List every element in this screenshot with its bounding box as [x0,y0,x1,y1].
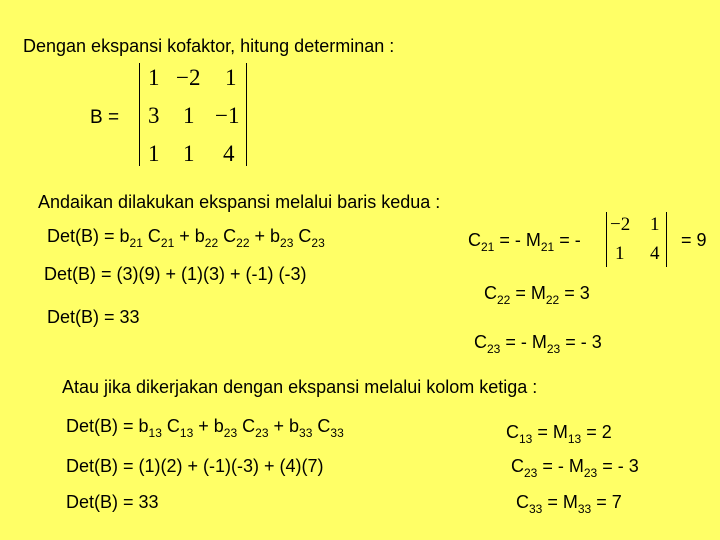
c33-equation: $C_{33} = M_{33} = 7$ [516,492,622,516]
matrix-cell: −1 [215,103,240,128]
c23-equation: $C_{23}$ = - $M_{23}$ = - 3 [474,332,602,356]
c22-equation: $C_{22} = M_{22} = 3$ [484,283,590,307]
matrix-right-bar [246,63,247,166]
c23-col-equation: $C_{23}$ = - $M_{23}$ = - 3 [511,456,639,480]
matrix-cell: 3 [148,103,160,128]
section1-formula: $Det(B) = b_{21}$ $C_{21} + b_{22}$ $C_{22} + b_{23}$ $C_{23}$ [47,226,325,250]
matrix-cell: 4 [223,141,235,166]
matrix-cell: 1 [183,103,195,128]
matrix-cell: 1 [148,141,160,166]
section1-intro: Andaikan dilakukan ekspansi melalui baris kedua : [38,192,441,212]
minor-right-bar [666,212,667,267]
section1-step2: Det(B) = (3)(9) + (1)(3) + (-1) (-3) [44,264,307,284]
minor-cell: 1 [650,214,660,235]
matrix-cell: 1 [148,65,160,90]
c13-equation: $C_{13} = M_{13} = 2$ [506,422,612,446]
matrix-cell: 1 [225,65,237,90]
c21-result: = 9 [681,230,707,250]
matrix-cell: 1 [183,141,195,166]
matrix-left-bar [139,63,140,166]
page-title: Dengan ekspansi kofaktor, hitung determinan : [23,36,395,56]
section1-result: Det(B) = 33 [47,307,140,327]
matrix-cell: −2 [176,65,201,90]
minor-cell: 4 [650,243,660,264]
section2-step2: Det(B) = (1)(2) + (-1)(-3) + (4)(7) [66,456,324,476]
section2-formula: $Det(B) = b_{13}$ $C_{13} + b_{23}$ $C_{23} + b_{33}$ $C_{33}$ [66,416,344,440]
section2-result: Det(B) = 33 [66,492,159,512]
minor-cell: −2 [610,214,631,235]
c21-equation: $C_{21}$ = - $M_{21}$ = - [468,230,581,254]
matrix-label: B = [90,107,120,128]
minor-left-bar [606,212,607,267]
minor-cell: 1 [615,243,625,264]
section2-intro: Atau jika dikerjakan dengan ekspansi melalui kolom ketiga : [62,377,538,397]
